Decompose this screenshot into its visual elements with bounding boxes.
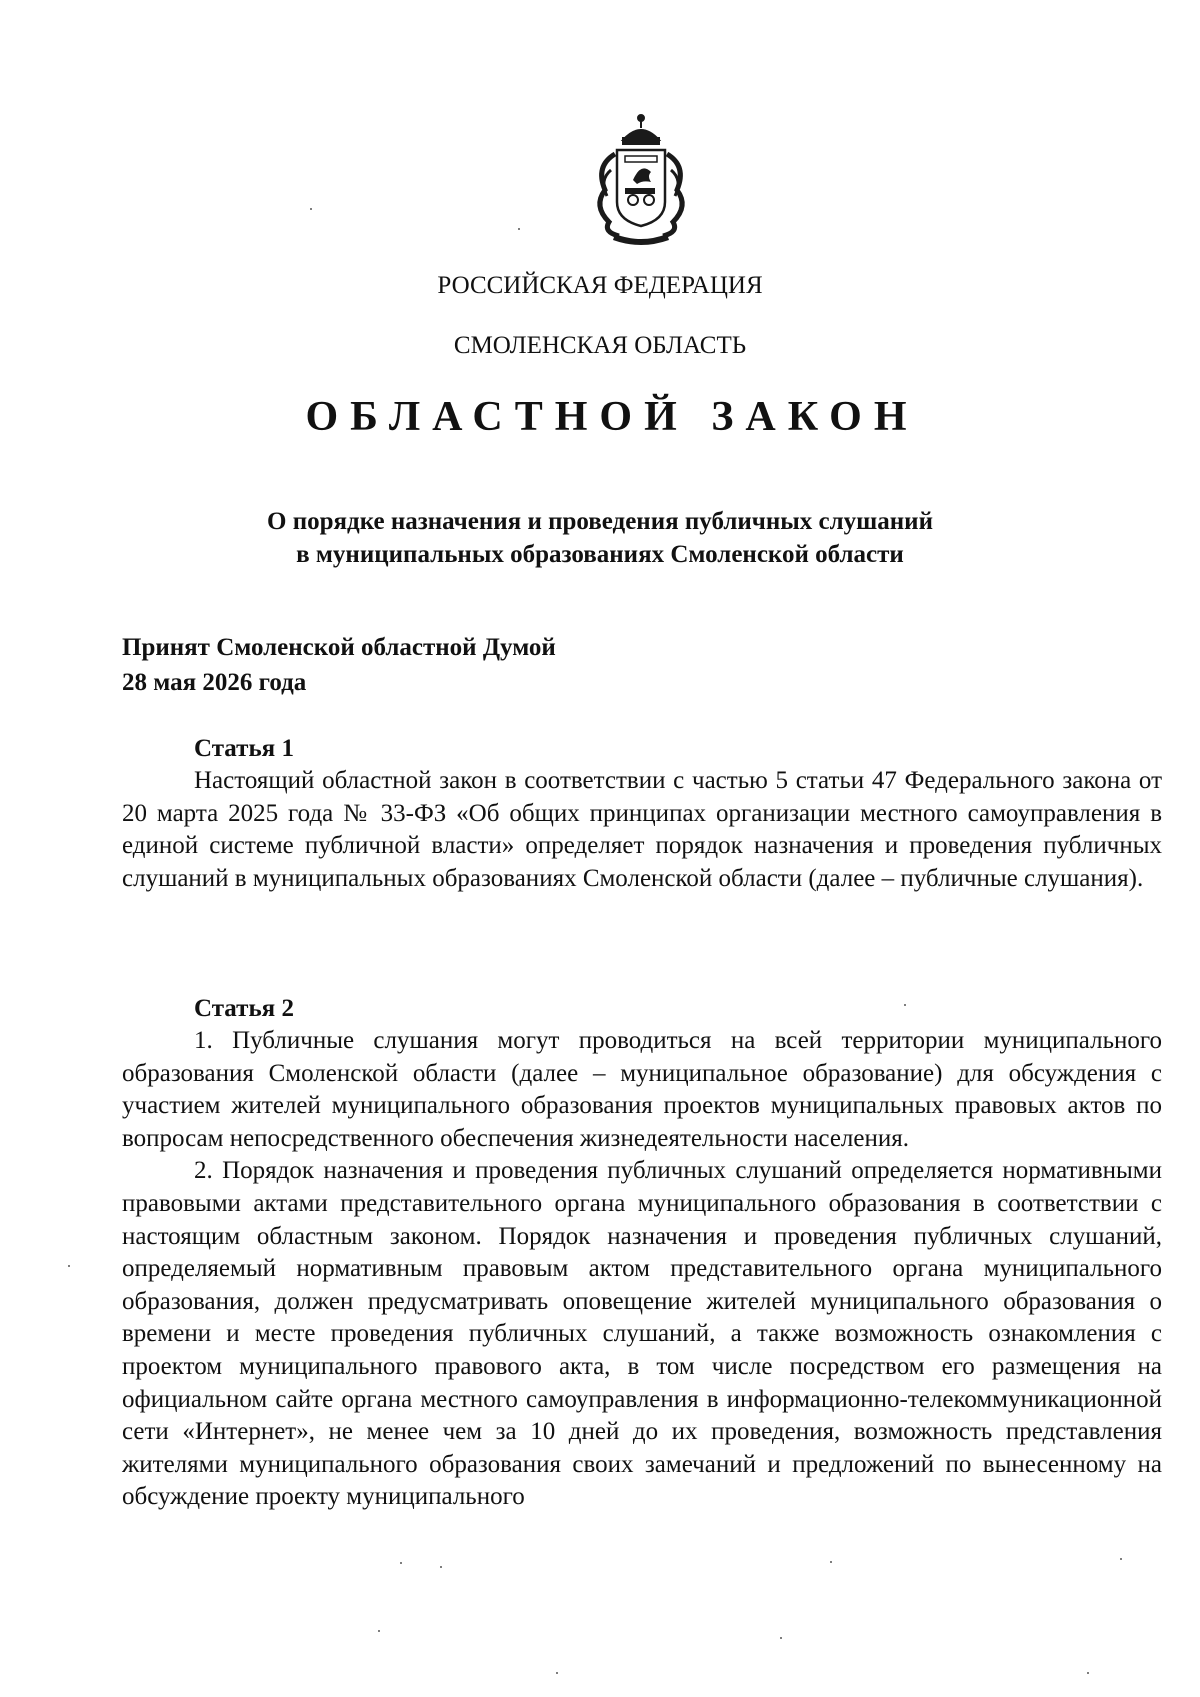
scan-speck [830,1561,832,1563]
law-title-line: в муниципальных образованиях Смоленской области [296,541,904,568]
article-paragraph: Настоящий областной закон в соответствии с частью 5 статьи 47 Федерального закона от 20 марта 2025 года № 33-ФЗ «Об общих принципах организации местного самоуправления в единой системе публичной власти» определяет порядок назначения и проведения публичных слушаний в муниципальных образованиях Смоленской области (далее – публичные слушания). [122,767,1162,892]
scan-speck [904,1004,906,1006]
scan-speck [556,1672,558,1674]
article-paragraph: 2. Порядок назначения и проведения публичных слушаний определяется нормативными правовыми актами представительного органа муниципального образования в соответствии с настоящим областным законом. Порядок назначения и проведения публичных слушаний, определяемый нормативным правовым актом представительного органа муниципального образования, должен предусматривать оповещение жителей муниципального образования о времени и месте проведения публичных слушаний, а также возможность ознакомления с проектом муниципального правового акта, в том числе посредством его размещения на официальном сайте органа местного самоуправления в информационно-телекоммуникационной сети «Интернет», не менее чем за 10 дней до их проведения, возможность представления жителями муниципального образования своих замечаний и предложений по вынесенному на обсуждение проекту муниципального [122,1157,1162,1511]
region-name: СМОЛЕНСКАЯ ОБЛАСТЬ [453,332,747,359]
scan-speck [378,1630,380,1632]
scan-speck [400,1562,402,1564]
adoption-info [122,630,556,700]
scan-speck [1120,1558,1122,1560]
law-title-line: О порядке назначения и проведения публичных слушаний [267,508,933,535]
scan-speck [310,208,312,210]
scan-speck [518,228,520,230]
article-2 [122,993,1162,1514]
adopted-by: Принят Смоленской областной Думой [122,634,556,661]
scan-speck [68,1265,70,1267]
state-name: РОССИЙСКАЯ ФЕДЕРАЦИЯ [437,272,763,299]
document-type: ОБЛАСТНОЙ ЗАКОН [305,394,919,440]
article-paragraph: 1. Публичные слушания могут проводиться на всей территории муниципального образования Смоленской области (далее – муниципальное образование) для обсуждения с участием жителей муниципального образования проектов муниципальных правовых актов по вопросам непосредственного обеспечения жизнедеятельности населения. [122,1027,1162,1152]
scan-speck [440,1566,442,1568]
article-1 [122,733,1162,895]
coat-of-arms-icon [585,110,697,250]
scan-speck [1087,1672,1089,1674]
scan-speck [780,1637,782,1639]
article-heading: Статья 2 [194,995,294,1022]
adoption-date: 28 мая 2026 года [122,669,307,696]
article-heading: Статья 1 [194,735,294,762]
law-title [0,505,1200,571]
